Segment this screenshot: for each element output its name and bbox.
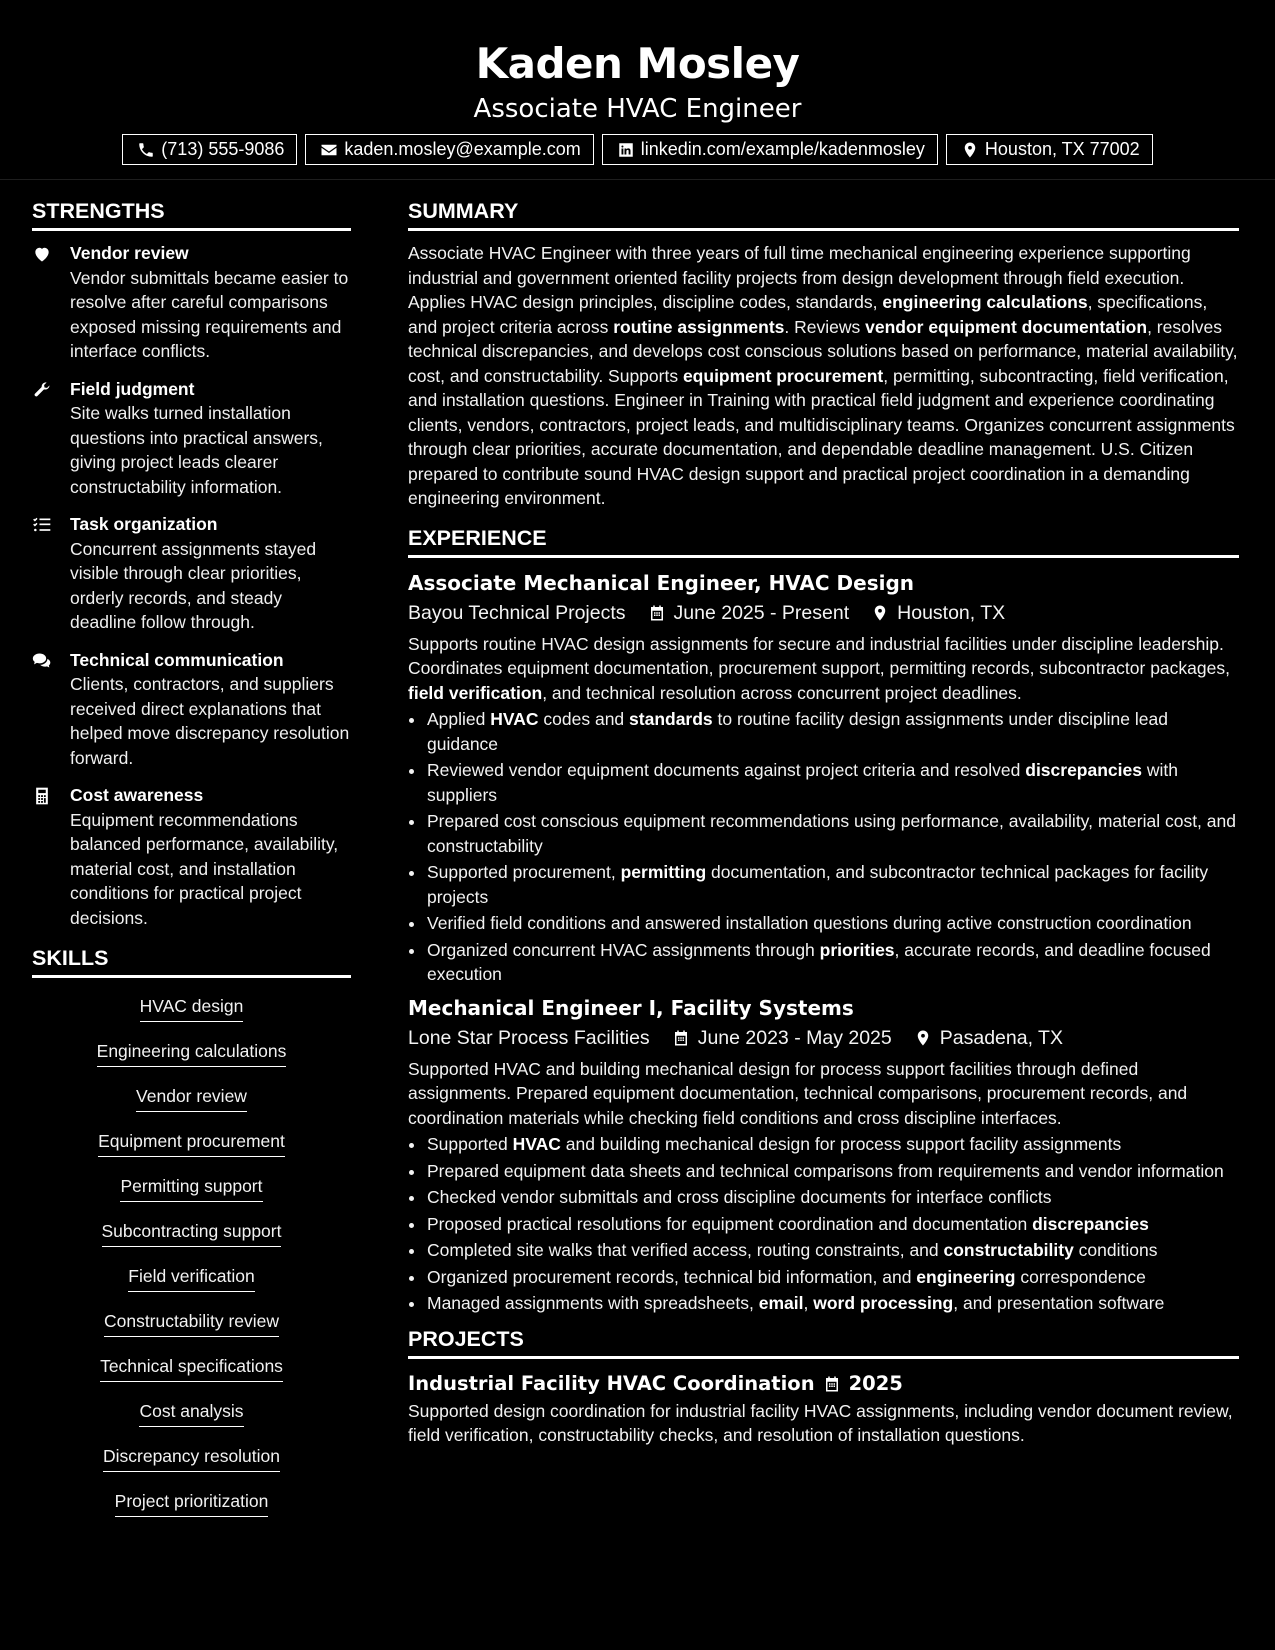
project-title: Industrial Facility HVAC Coordination [408,1371,815,1395]
job-bullet: • Organized procurement records, technical bid information, and engineering correspondence [426,1265,1239,1290]
job-bullet: • Prepared cost conscious equipment recommendations using performance, availability, material cost, and constructability [426,809,1239,858]
map-pin-icon [871,604,889,622]
job-bullet: • Managed assignments with spreadsheets, email, word processing, and presentation software [426,1291,1239,1316]
emphasis-text: equipment procurement [682,365,884,386]
job-bullet: • Reviewed vendor equipment documents against project criteria and resolved discrepancies with suppliers [426,758,1239,807]
envelope-icon [320,141,338,159]
job-location: Pasadena, TX [939,1026,1063,1049]
skill-item: Technical specifications [100,1354,283,1382]
skill-item: Equipment procurement [98,1129,285,1157]
job-bullet: • Verified field conditions and answered installation questions during active construction coordination [426,911,1239,936]
strength-text: Vendor submittals became easier to resolve after careful comparisons exposed missing requirements and interface conflicts. [70,267,349,361]
job-description: Supports routine HVAC design assignments for secure and industrial facilities under discipline leadership. Coordinates equipment documentation, procurement support, permitting records, subcontractor packages, field verification, and technical resolution across concurrent project deadlines. [408,633,1230,703]
strength-text: Concurrent assignments stayed visible through clear priorities, orderly records, and steady deadline follow through. [70,538,317,632]
job-dates: June 2025 - Present [673,601,850,624]
experience-heading: EXPERIENCE [408,523,1239,558]
skill-item: Cost analysis [139,1399,243,1427]
job-bullet: • Supported HVAC and building mechanical design for process support facility assignments [426,1132,1239,1157]
emphasis-text: standards [629,709,713,729]
skill-item: Project prioritization [115,1489,269,1517]
skill-item: Constructability review [104,1309,279,1337]
job-location: Houston, TX [897,601,1006,624]
project-entry [408,1369,1239,1448]
emphasis-text: discrepancies [1032,1213,1149,1234]
skills-list [32,988,351,1534]
contact-linkedin[interactable] [602,134,938,165]
strength-title: Field judgment [70,378,195,399]
job-meta [408,1023,1239,1053]
job-bullet: • Proposed practical resolutions for equipment coordination and documentation discrepancies [426,1212,1239,1237]
emphasis-text: word processing [813,1293,954,1313]
strengths-heading: STRENGTHS [32,196,351,231]
candidate-title: Associate HVAC Engineer [473,94,802,124]
linkedin-icon [617,141,635,159]
emphasis-text: permitting [620,862,707,882]
strength-text: Clients, contractors, and suppliers received direct explanations that helped move discrepancy resolution forward. [70,674,350,768]
job-entry [408,993,1239,1316]
strength-text: Equipment recommendations balanced performance, availability, material cost, and installation conditions for practical project decisions. [70,809,339,928]
job-meta [408,598,1239,628]
projects-heading: PROJECTS [408,1324,1239,1359]
strength-title: Vendor review [70,243,189,263]
job-company: Bayou Technical Projects [408,601,626,624]
job-description: Supported HVAC and building mechanical design for process support facilities through defined assignments. Prepared equipment documentation, technical comparisons, procurement records, and coordination materials while checking field conditions and cross discipline interfaces. [408,1058,1188,1128]
strength-item [32,241,351,364]
skill-item: Permitting support [120,1174,262,1202]
job-bullet: • Checked vendor submittals and cross discipline documents for interface conflicts [426,1185,1239,1210]
skills-heading: SKILLS [32,943,351,978]
strength-item [32,377,351,500]
phone-text: (713) 555-9086 [161,139,285,160]
emphasis-text: discrepancies [1025,760,1142,780]
strength-title: Cost awareness [70,785,204,805]
job-bullet: • Supported procurement, permitting documentation, and subcontractor technical packages for facility projects [426,860,1239,909]
right-column [408,196,1239,1448]
strength-item [32,512,351,635]
linkedin-text: linkedin.com/example/kadenmosley [640,139,925,160]
skill-item: HVAC design [140,994,244,1022]
emphasis-text: routine assignments [613,316,785,337]
skill-item: Vendor review [136,1084,247,1112]
job-bullet: • Prepared equipment data sheets and technical comparisons from requirements and vendor information [426,1159,1239,1184]
phone-icon [137,141,155,159]
emphasis-text: priorities [819,939,895,960]
calculator-icon [32,786,52,806]
job-entry [408,568,1239,987]
contact-location[interactable] [946,134,1153,165]
map-pin-icon [914,1029,932,1047]
skill-item: Discrepancy resolution [103,1444,280,1472]
strength-title: Technical communication [70,649,284,670]
skill-item: Engineering calculations [97,1039,287,1067]
task-list-icon [32,515,52,535]
emphasis-text: email [758,1293,804,1313]
strength-title: Task organization [70,514,218,534]
calendar-icon [672,1029,690,1047]
location-text: Houston, TX 77002 [984,139,1140,160]
strength-item [32,648,351,771]
project-text: Supported design coordination for industrial facility HVAC assignments, including vendor document review, field verification, constructability checks, and resolution of installation questions. [408,1400,1233,1445]
strength-text: Site walks turned installation questions into practical answers, giving project leads clearer constructability information. [70,403,323,497]
chat-bubbles-icon [32,651,52,671]
summary-text: Associate HVAC Engineer with three years of full time mechanical engineering experience supporting industrial and government oriented facility projects from design development through field execution. Applies HVAC design principles, discipline codes, standards, engineering calculations, specifications, and project criteria across routine assignments. Reviews vendor equipment documentation, resolves technical discrepancies, and develops cost conscious solutions based on performance, material availability, cost, and constructability. Supports equipment procurement, permitting, subcontracting, field verification, and installation questions. Engineer in Training with practical field judgment and experience coordinating clients, vendors, contractors, project leads, and multidisciplinary teams. Organizes concurrent assignments through clear priorities, accurate documentation, and dependable deadline management. U.S. Citizen prepared to contribute sound HVAC design support and practical project coordination in a demanding engineering environment. [408,243,1238,508]
job-title: Mechanical Engineer I, Facility Systems [408,995,854,1020]
strength-item [32,783,351,930]
skill-item: Subcontracting support [102,1219,282,1247]
resume-header [0,0,1275,180]
contact-email[interactable] [305,134,593,165]
contact-phone[interactable] [122,134,297,165]
email-text: kaden.mosley@example.com [344,139,581,160]
job-bullet: • Organized concurrent HVAC assignments through priorities, accurate records, and deadline focused execution [426,938,1239,987]
emphasis-text: engineering calculations [882,292,1088,312]
job-title: Associate Mechanical Engineer, HVAC Design [408,570,915,595]
emphasis-text: engineering [916,1266,1016,1287]
job-company: Lone Star Process Facilities [408,1026,650,1049]
left-column [32,196,351,1534]
calendar-icon [823,1375,841,1393]
job-bullets [426,707,1239,987]
job-bullet: • Completed site walks that verified access, routing constraints, and constructability conditions [426,1238,1239,1263]
job-dates: June 2023 - May 2025 [697,1026,892,1049]
wrench-icon [32,380,52,400]
skill-item: Field verification [128,1264,254,1292]
project-title-row [408,1369,1239,1399]
candidate-name: Kaden Mosley [475,39,800,88]
contact-bar [0,134,1275,165]
map-pin-icon [961,141,979,159]
summary-heading: SUMMARY [408,196,1239,231]
emphasis-text: constructability [943,1240,1074,1260]
emphasis-text: vendor equipment documentation [865,316,1148,337]
project-year: 2025 [848,1371,903,1395]
emphasis-text: HVAC [490,709,539,729]
heart-icon [32,244,52,264]
job-bullets [426,1132,1239,1316]
emphasis-text: field verification [408,682,543,703]
calendar-icon [648,604,666,622]
job-bullet: • Applied HVAC codes and standards to routine facility design assignments under discipline lead guidance [426,707,1239,756]
emphasis-text: HVAC [512,1134,561,1154]
